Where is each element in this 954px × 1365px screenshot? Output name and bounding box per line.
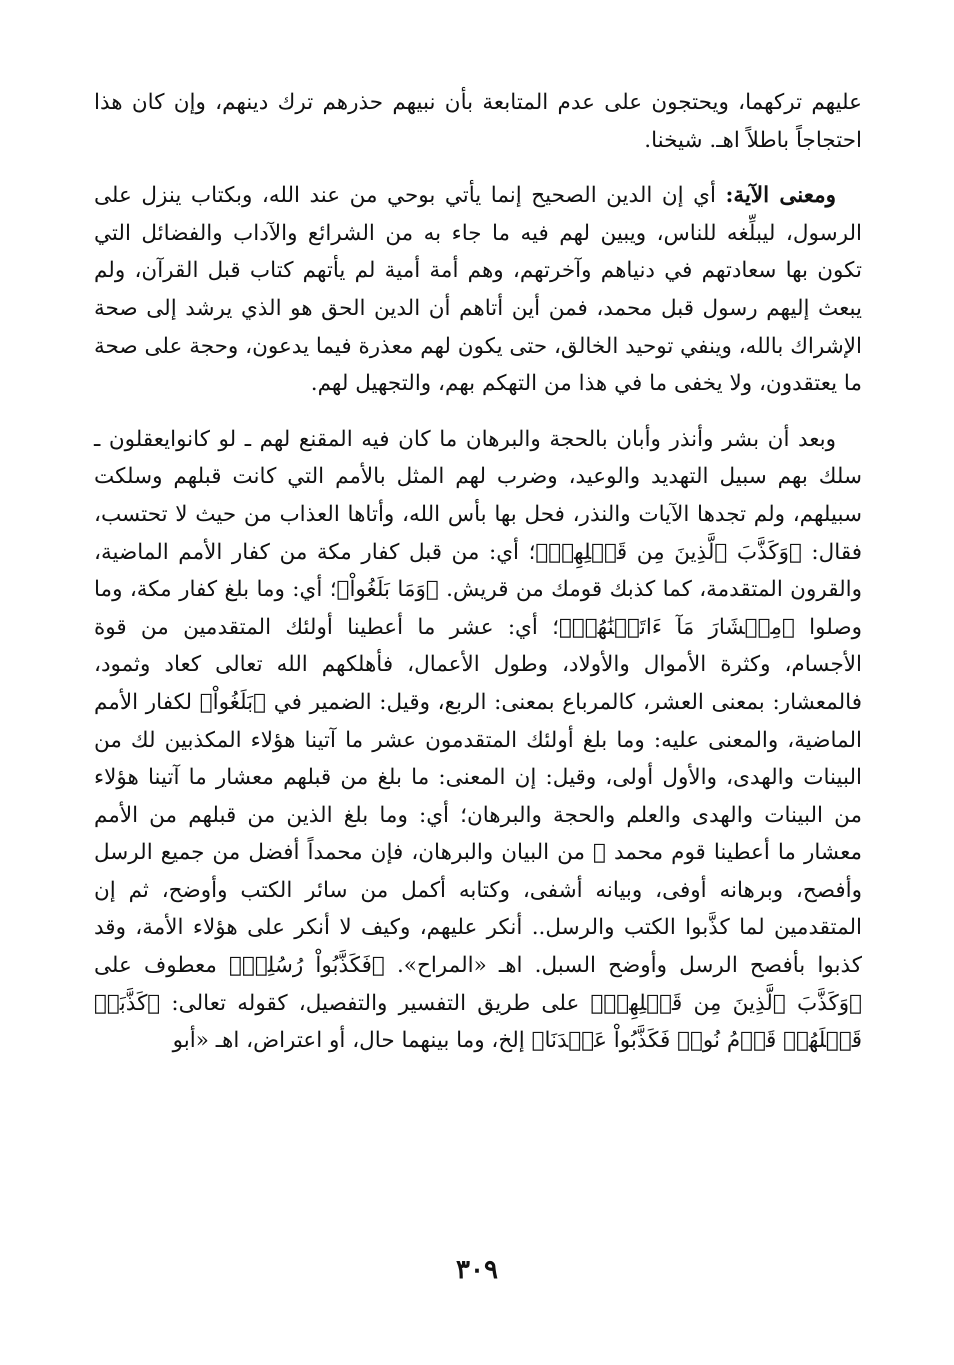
paragraph-continuation	[94, 84, 862, 159]
paragraph-text: وبعد أن بشر وأنذر وأبان بالحجة والبرهان ما كان فيه المقنع لهم ـ لو كانوايعقلون ـ سلك بهم سبيل التهديد والوعيد، وضرب لهم المثل بالأمم التي كانت قبلهم وسلكت سبيلهم، ولم تجدها الآيات والنذر، فحل بها بأس الله، وأتاها العذاب من حيث لا تحتسب، فقال: ﴿وَكَذَّبَ ٱلَّذِينَ مِن قَبۡلِهِمۡ﴾؛ أي: من قبل كفار مكة من كفار الأمم الماضية، والقرون المتقدمة، كما كذبك قومك من قريش. ﴿وَمَا بَلَغُواْ﴾؛ أي: وما بلغ كفار مكة، وما وصلوا ﴿مِعۡشَارَ مَآ ءَاتَيۡنَٰهُمۡ﴾؛ أي: عشر ما أعطينا أولئك المتقدمين من قوة الأجسام، وكثرة الأموال والأولاد، وطول الأعمال، فأهلكهم الله تعالى كعاد وثمود، فالمعشار: بمعنى العشر، كالمرباع بمعنى: الربع، وقيل: الضمير في ﴿بَلَغُواْ﴾ لكفار الأمم الماضية، والمعنى عليه: وما بلغ أولئك المتقدمون عشر ما آتينا هؤلاء المكذبين لك من البينات والهدى، والأول أولى، وقيل: إن المعنى: ما بلغ من قبلهم معشار ما آتينا هؤلاء من البينات والهدى والعلم والحجة والبرهان؛ أي: وما بلغ الذين من قبلهم من الأمم معشار ما أعطينا قوم محمد ﷺ من البيان والبرهان، فإن محمداً أفضل من جميع الرسل وأفصح، وبرهانه أوفى، وبيانه أشفى، وكتابه أكمل من سائر الكتب وأوضح، ثم إن المتقدمين لما كذَّبوا الكتب والرسل.. أنكر عليهم، وكيف لا أنكر على هؤلاء الأمة، وقد كذبوا بأفصح الرسل وأوضح السبل. اهـ «المراح». ﴿فَكَذَّبُواْ رُسُلِيۖ﴾ معطوف على ﴿وَكَذَّبَ ٱلَّذِينَ مِن قَبۡلِهِمۡ﴾ على طريق التفسير والتفصيل، كقوله تعالى: ﴿كَذَّبَتۡ قَبۡلَهُمۡ قَوۡمُ نُوحٖ فَكَذَّبُواْ عَبۡدَنَا﴾ إلخ، وما بينهما حال، أو اعتراض، اهـ «أبو	[94, 426, 862, 1054]
paragraph-lead: ومعنى الآية:	[725, 183, 836, 209]
page-number: ٣٠٩	[456, 1255, 498, 1285]
page-text-block	[94, 84, 862, 1060]
paragraph-verse-meaning	[94, 177, 862, 403]
paragraph-text: أي إن الدين الصحيح إنما يأتي بوحي من عند الله، وبكتاب ينزل على الرسول، ليبلِّغه للناس، ويبين لهم فيه ما جاء به من الشرائع والآداب والفضائل التي تكون بها سعادتهم في دنياهم وآخرتهم، وهم أمة أمية لم يأتهم كتاب قبل القرآن، ولم يبعث إليهم رسول قبل محمد، فمن أين أتاهم أن الدين الحق هو الذي يرشد إلى صحة الإشراك بالله، وينفي توحيد الخالق، حتى يكون لهم معذرة فيما يدعون، وحجة على صحة ما يعتقدون، ولا يخفى ما في هذا من التهكم بهم، والتجهيل لهم.	[94, 183, 862, 397]
paragraph-text: عليهم تركهما، ويحتجون على عدم المتابعة بأن نبيهم حذرهم ترك دينهم، وإن كان هذا احتجاجاً باطلاً اهـ. شيخنا.	[94, 90, 862, 153]
paragraph-commentary	[94, 421, 862, 1060]
